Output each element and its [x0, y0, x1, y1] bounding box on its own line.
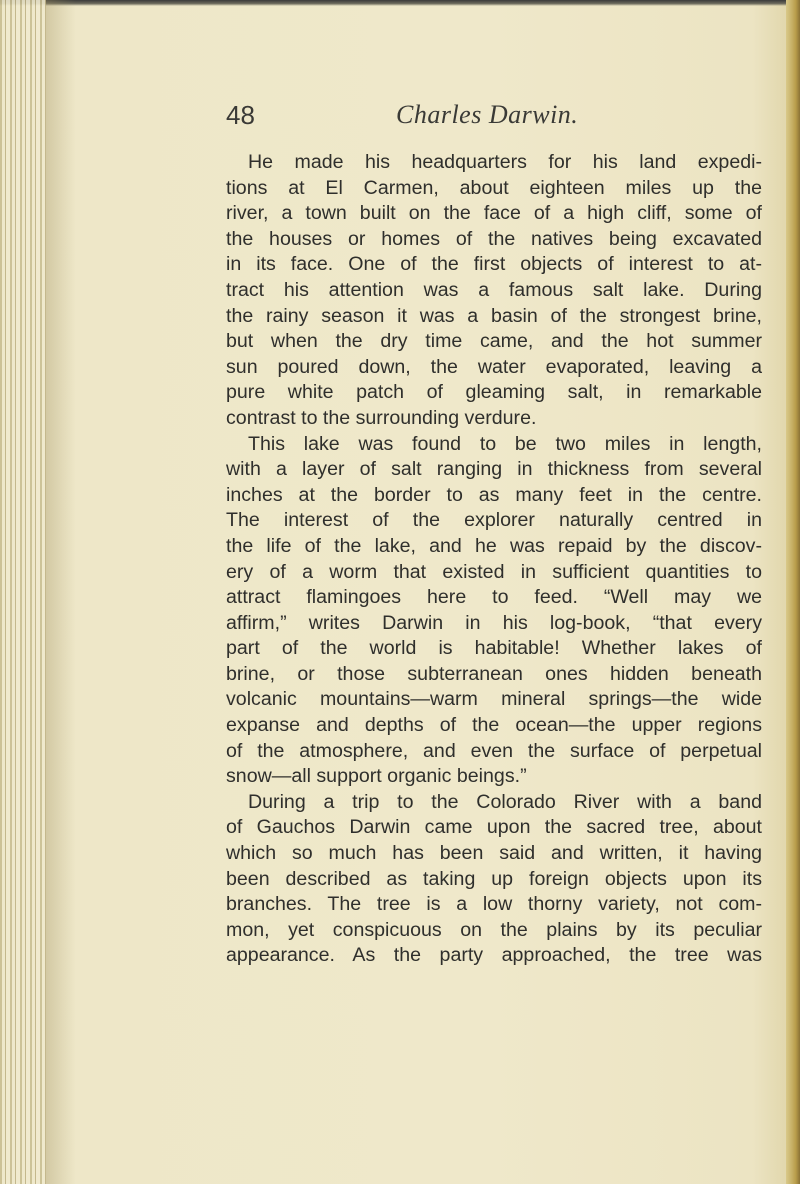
- text-line: contrast to the surrounding verdure.: [226, 406, 537, 429]
- text-line: volcanic mountains—warm mineral springs—the wide: [226, 688, 762, 711]
- page-number: 48: [226, 100, 255, 130]
- text-line: the rainy season it was a basin of the strongest brine,: [226, 304, 762, 327]
- text-line: expanse and depths of the ocean—the upper regions: [226, 714, 762, 737]
- running-title: Charles Darwin.: [396, 100, 579, 129]
- text-line: part of the world is habitable! Whether lakes of: [226, 637, 762, 660]
- text-line: but when the dry time came, and the hot summer: [226, 330, 762, 353]
- text-line: pure white patch of gleaming salt, in remarkable: [226, 381, 762, 404]
- text-line: in its face. One of the first objects of interest to at-: [226, 253, 762, 276]
- gutter-shadow: [46, 0, 76, 1184]
- text-line: During a trip to the Colorado River with a band: [248, 790, 762, 813]
- text-line: mon, yet conspicuous on the plains by its peculiar: [226, 918, 762, 941]
- text-line: of Gauchos Darwin came upon the sacred tree, about: [226, 816, 762, 839]
- text-line: which so much has been said and written, it having: [226, 842, 762, 865]
- binding-gutter: [0, 0, 46, 1184]
- text-line: sun poured down, the water evaporated, leaving a: [226, 355, 762, 378]
- text-line: the life of the lake, and he was repaid by the discov-: [226, 534, 762, 557]
- body-text: [226, 150, 762, 969]
- text-line: This lake was found to be two miles in length,: [248, 432, 762, 455]
- text-line: tract his attention was a famous salt lake. During: [226, 278, 762, 301]
- text-line: snow—all support organic beings.”: [226, 765, 527, 788]
- page-top-edge: [0, 0, 800, 6]
- text-line: branches. The tree is a low thorny variety, not com-: [226, 893, 762, 916]
- text-line: inches at the border to as many feet in the centre.: [226, 483, 762, 506]
- page-fore-edge: [786, 0, 800, 1184]
- text-line: of the atmosphere, and even the surface of perpetual: [226, 739, 762, 762]
- text-line: ery of a worm that existed in sufficient quantities to: [226, 560, 762, 583]
- text-line: attract flamingoes here to feed. “Well may we: [226, 586, 762, 609]
- text-line: tions at El Carmen, about eighteen miles up the: [226, 176, 762, 199]
- text-line: brine, or those subterranean ones hidden beneath: [226, 662, 762, 685]
- text-line: appearance. As the party approached, the tree was: [226, 944, 762, 967]
- text-line: The interest of the explorer naturally centred in: [226, 509, 762, 532]
- text-line: with a layer of salt ranging in thickness from several: [226, 458, 762, 481]
- text-line: river, a town built on the face of a high cliff, some of: [226, 202, 762, 225]
- page-header: [226, 100, 766, 140]
- text-line: been described as taking up foreign objects upon its: [226, 867, 762, 890]
- text-line: He made his headquarters for his land expedi-: [248, 151, 762, 173]
- text-line: affirm,” writes Darwin in his log-book, “that every: [226, 611, 762, 634]
- text-line: the houses or homes of the natives being excavated: [226, 227, 762, 250]
